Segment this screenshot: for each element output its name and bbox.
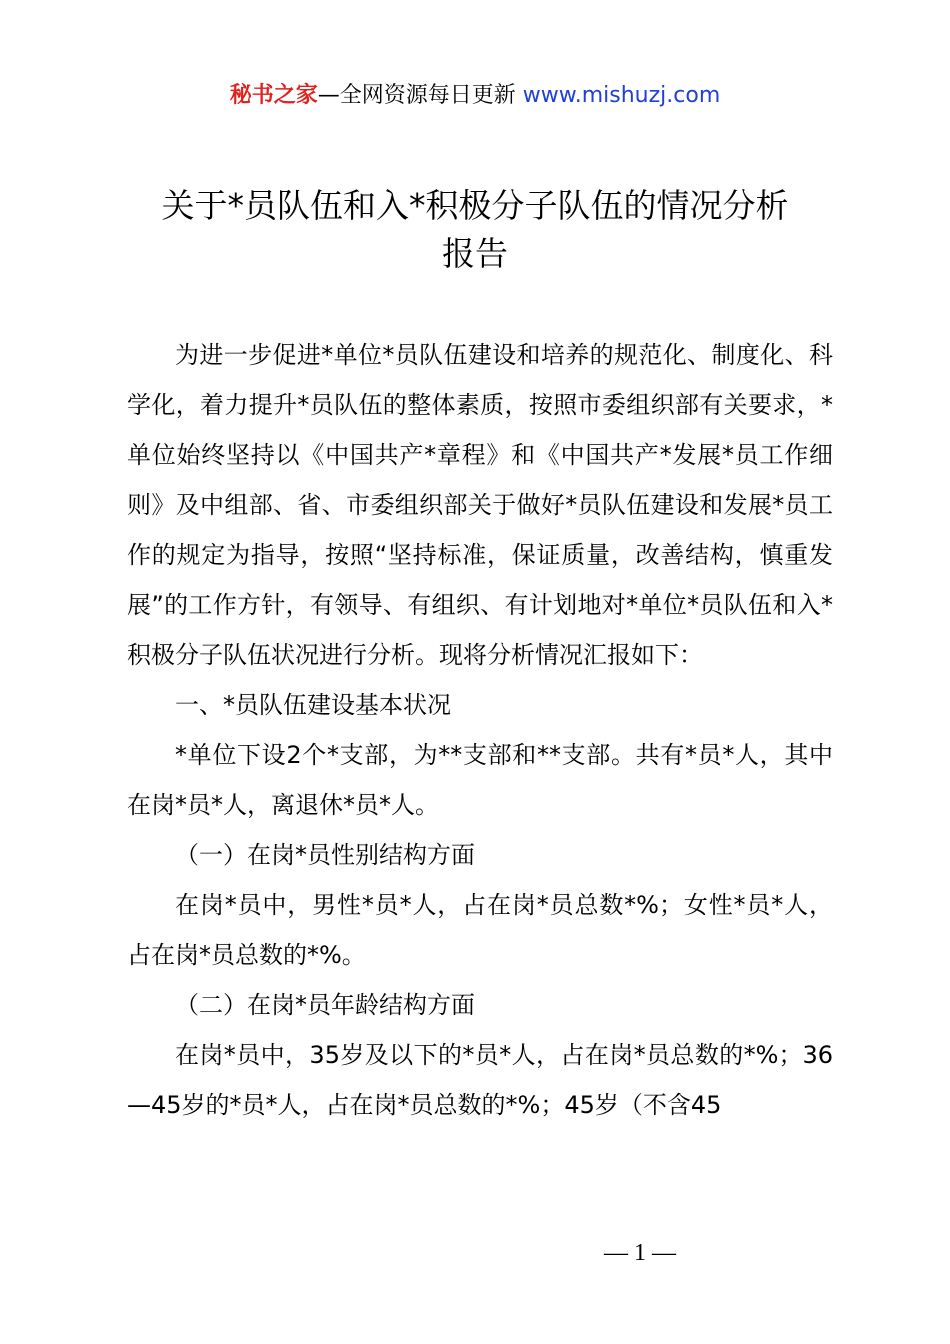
brand-name: 秘书之家 <box>229 83 318 108</box>
subsection-heading-gender: （一）在岗*员性别结构方面 <box>175 841 475 869</box>
gender-structure-paragraph: 在岗*员中，男性*员*人，占在岗*员总数*%；女性*员*人，占在岗*员总数的*%。 <box>127 891 833 969</box>
age-structure-paragraph: 在岗*员中，35岁及以下的*员*人，占在岗*员总数的*%；36—45岁的*员*人，占在岗*员总数的*%；45岁（不含45 <box>127 1041 833 1119</box>
title-line-2: 报告 <box>442 234 508 273</box>
document-body <box>127 330 833 1130</box>
branch-overview-paragraph: *单位下设2个*支部，为**支部和**支部。共有*员*人，其中在岗*员*人，离退休*员*人。 <box>127 741 833 819</box>
site-url[interactable]: www.mishuzj.com <box>522 83 721 108</box>
intro-paragraph: 为进一步促进*单位*员队伍建设和培养的规范化、制度化、科学化，着力提升*员队伍的整体素质，按照市委组织部有关要求，*单位始终坚持以《中国共产*章程》和《中国共产*发展*员工作细则》及中组部、省、市委组织部关于做好*员队伍建设和发展*员工作的规定为指导，按照“坚持标准，保证质量，改善结构，慎重发展”的工作方针，有领导、有组织、有计划地对*单位*员队伍和入*积极分子队伍状况进行分析。现将分析情况汇报如下： <box>127 341 833 669</box>
subsection-heading-age: （二）在岗*员年龄结构方面 <box>175 991 475 1019</box>
site-banner <box>0 80 950 112</box>
section-heading-1: 一、*员队伍建设基本状况 <box>175 691 451 719</box>
title-line-1: 关于*员队伍和入*积极分子队伍的情况分析 <box>161 186 789 225</box>
document-title <box>60 182 890 278</box>
page-number: — 1 — <box>604 1240 676 1266</box>
banner-tagline: —全网资源每日更新 <box>317 83 523 108</box>
